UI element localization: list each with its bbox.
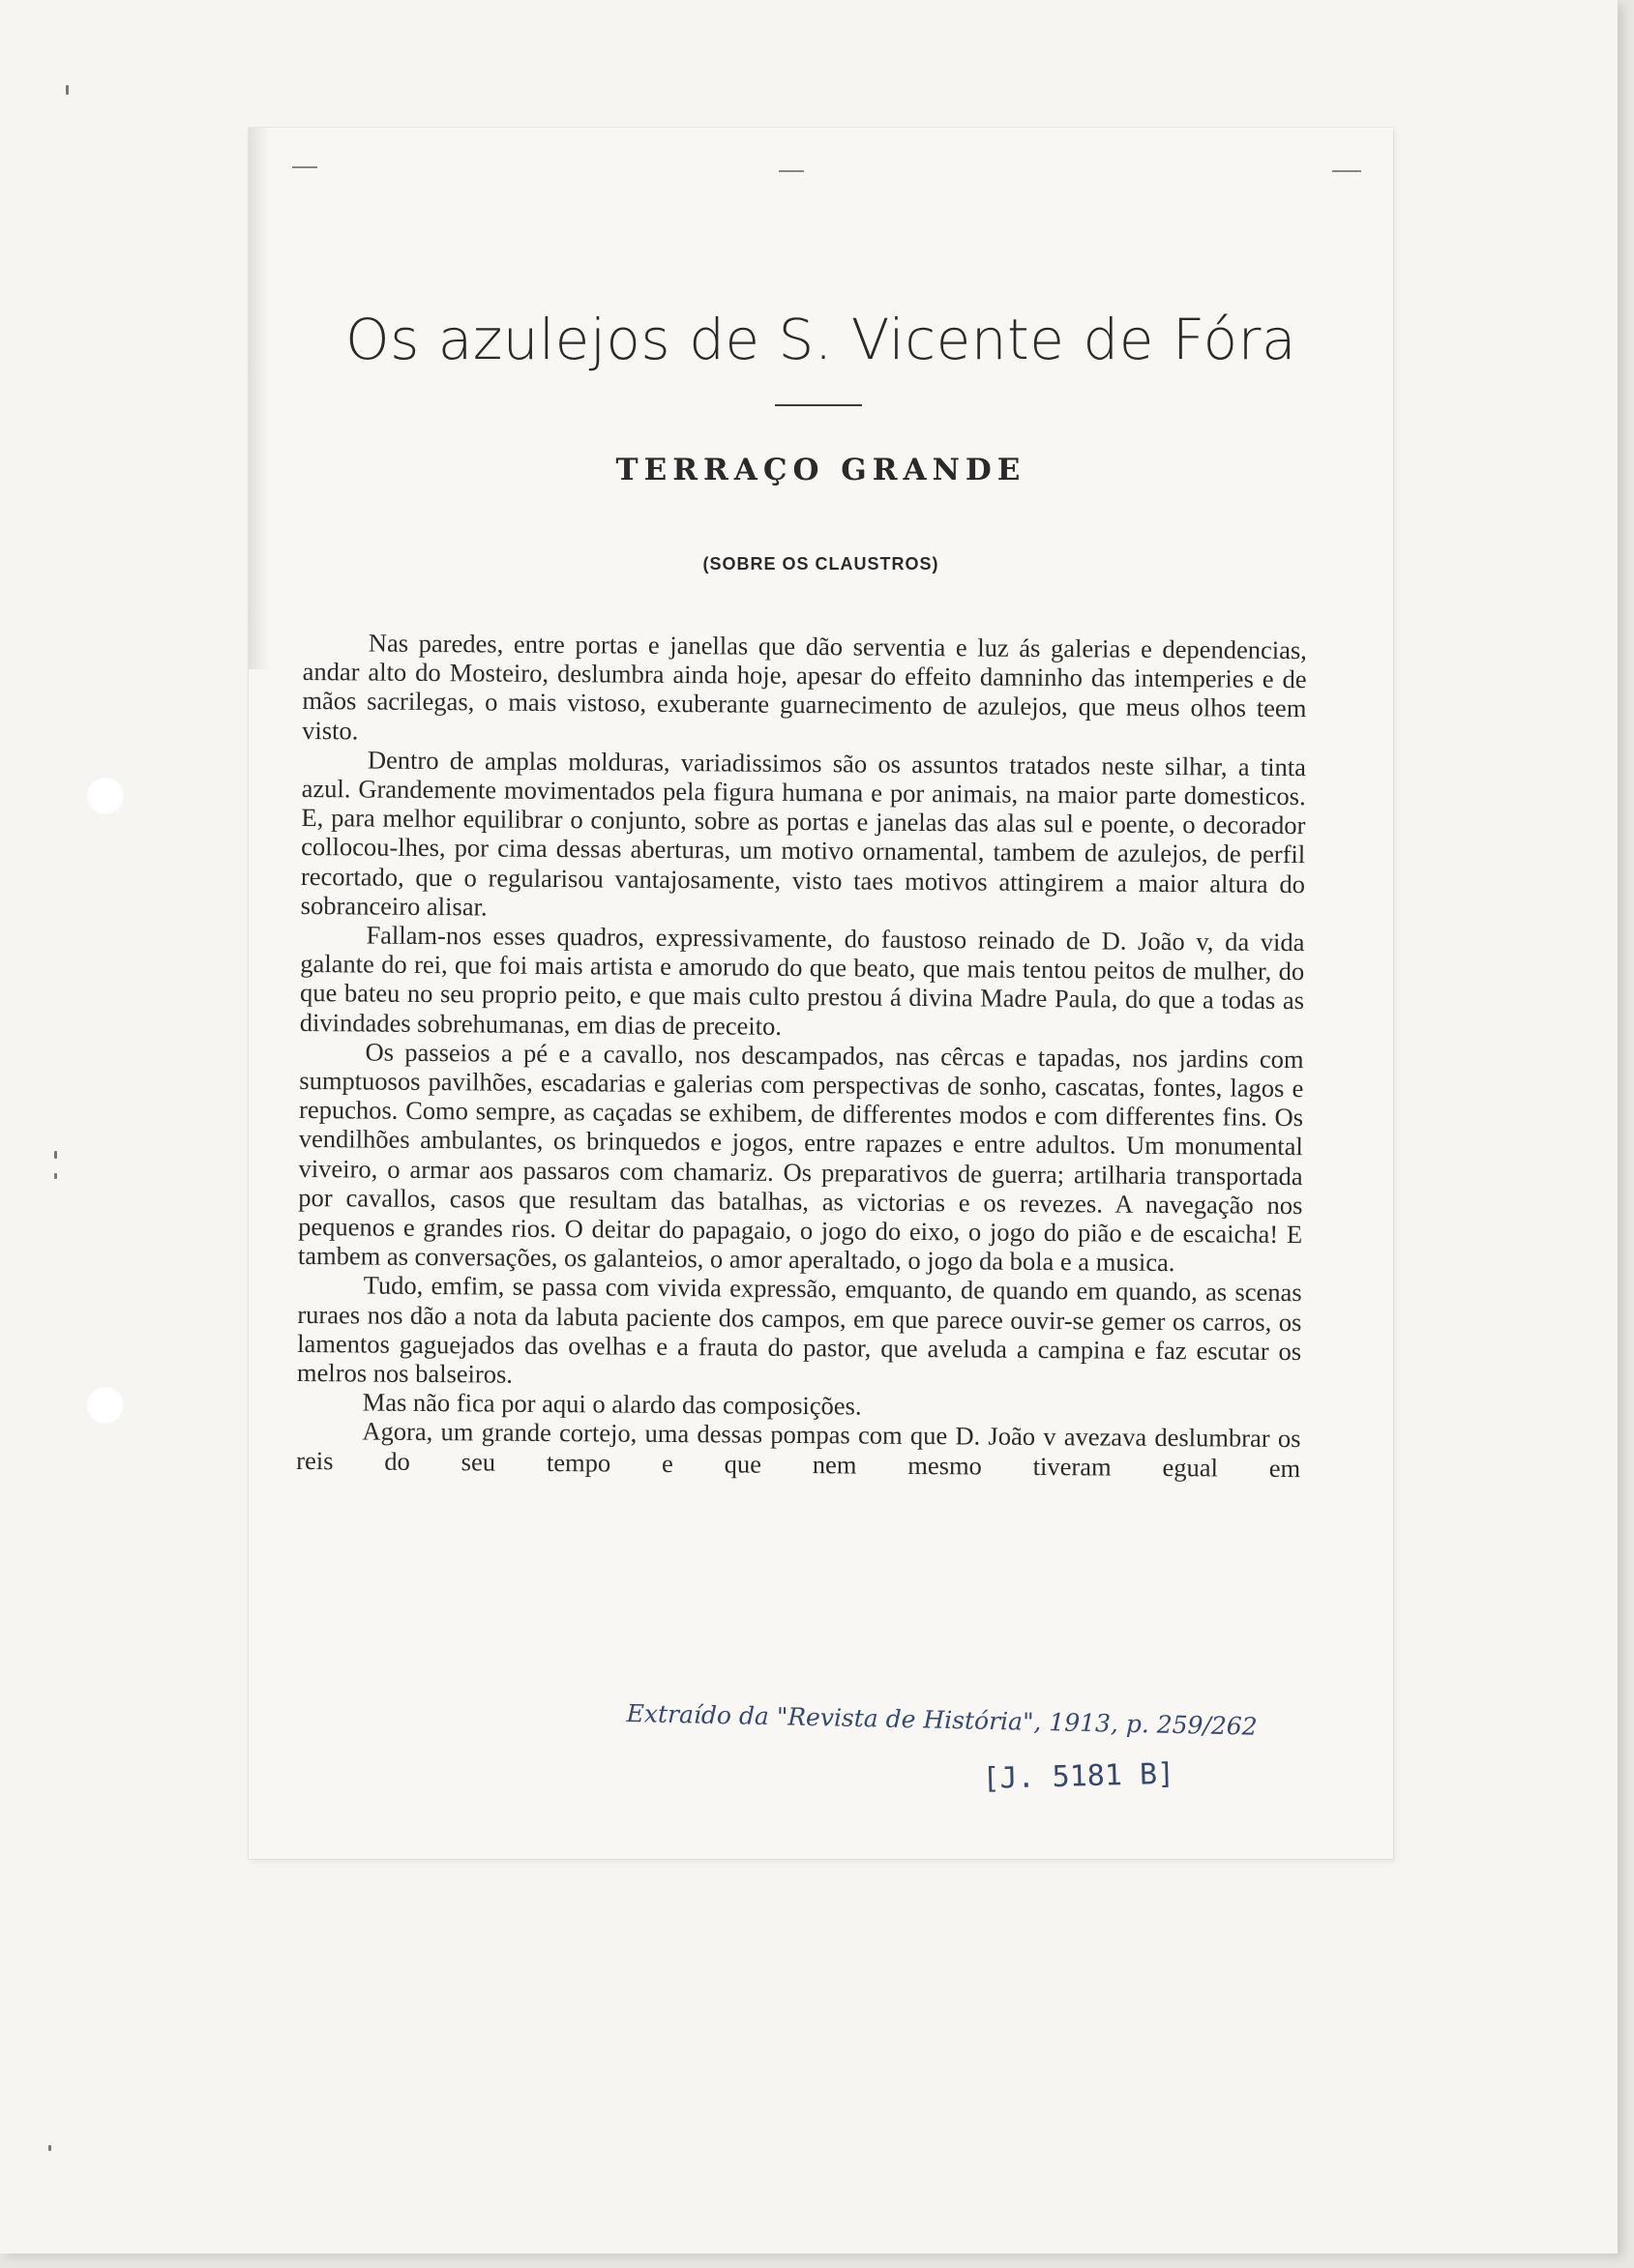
section-heading: TERRAÇO GRANDE xyxy=(615,453,1026,487)
paragraph: Agora, um grande cortejo, uma dessas pompas com que D. João v avezava deslumbrar os reis do seu tempo e que nem mesmo tiveram egual em xyxy=(296,1416,1301,1483)
board-mark xyxy=(48,2145,51,2151)
paragraph: Nas paredes, entre portas e janellas que dão serventia e luz ás galerias e dependencias, andar alto do Mosteiro, deslumbra ainda hoje, apesar do effeito damninho das intemperies e de mãos sacrilegas, o mais vistoso, exuberante guarnecimento de azulejos, que meus olhos teem visto. xyxy=(302,628,1307,746)
section-subtitle: (SOBRE OS CLAUSTROS) xyxy=(702,554,939,574)
board-mark xyxy=(66,85,69,95)
paper-edge-shadow xyxy=(249,128,270,669)
title-rule xyxy=(775,404,862,406)
article-clipping xyxy=(249,128,1393,1859)
board-mark xyxy=(54,1173,57,1179)
punch-hole-lower xyxy=(85,1385,124,1424)
handwritten-source-note: Extraído da "Revista de História", 1913, p. 259/262 xyxy=(626,1699,1258,1741)
punch-hole-upper xyxy=(85,776,124,814)
paragraph: Mas não fica por aqui o alardo das composições. xyxy=(362,1387,862,1421)
handwritten-shelf-mark: [J. 5181 B] xyxy=(982,1756,1175,1796)
crop-mark xyxy=(779,170,804,172)
crop-mark xyxy=(292,166,317,168)
paragraph: Fallam-nos esses quadros, expressivamente, do faustoso reinado de D. João v, da vida galante do rei, que foi mais artista e amorudo do que beato, que mais tentou peitos de mulher, do que bateu no seu proprio peito, e que mais culto prestou á divina Madre Paula, do que a todas as divindades sobrehumanas, em dias de preceito. xyxy=(299,920,1305,1041)
paragraph: Dentro de amplas molduras, variadissimos são os assuntos tratados neste silhar, a tinta azul. Grandemente movimentados pela figura humana e por animais, na maior parte domesticos. E, para melhor equilibrar o conjunto, sobre as portas e janelas das alas sul e poente, o decorador collocou-lhes, por cima dessas aberturas, um motivo ornamental, tambem de azulejos, de perfil recortado, que o regularisou vantajosamente, visto taes motivos attingirem a maior altura do sobranceiro alisar. xyxy=(300,745,1307,922)
paragraph: Os passeios a pé e a cavallo, nos descampados, nas cêrcas e tapadas, nos jardins com sumptuosos pavilhões, escadarias e galerias com perspectivas de sonho, cascatas, fontes, lagos e repuchos. Como sempre, as caçadas se exhibem, de differentes modos e com differentes fins. Os vendilhões ambulantes, os brinquedos e jogos, entre rapazes e entre adultos. Um monumental viveiro, o armar aos passaros com chamariz. Os preparativos de guerra; artilharia transportada por cavallos, casos que resultam das batalhas, as victorias e os revezes. A navegação nos pequenos e grandes rios. O deitar do papagaio, o jogo do eixo, o jogo do pião e de escaicha! E tambem as conversações, os galanteios, o amor aperaltado, o jogo da bola e a musica. xyxy=(297,1037,1304,1278)
article-body xyxy=(296,628,1307,1483)
crop-mark xyxy=(1332,170,1361,172)
paragraph: Tudo, emfim, se passa com vivida expressão, emquanto, de quando em quando, as scenas ruraes nos dão a nota da labuta paciente dos campos, em que parece ouvir-se gemer os carros, os lamentos gaguejados das ovelhas e a frauta do pastor, que aveluda a campina e faz escutar os melros nos balseiros. xyxy=(296,1270,1302,1389)
board-mark xyxy=(54,1151,57,1159)
article-title: Os azulejos de S. Vicente de Fóra xyxy=(344,307,1297,372)
